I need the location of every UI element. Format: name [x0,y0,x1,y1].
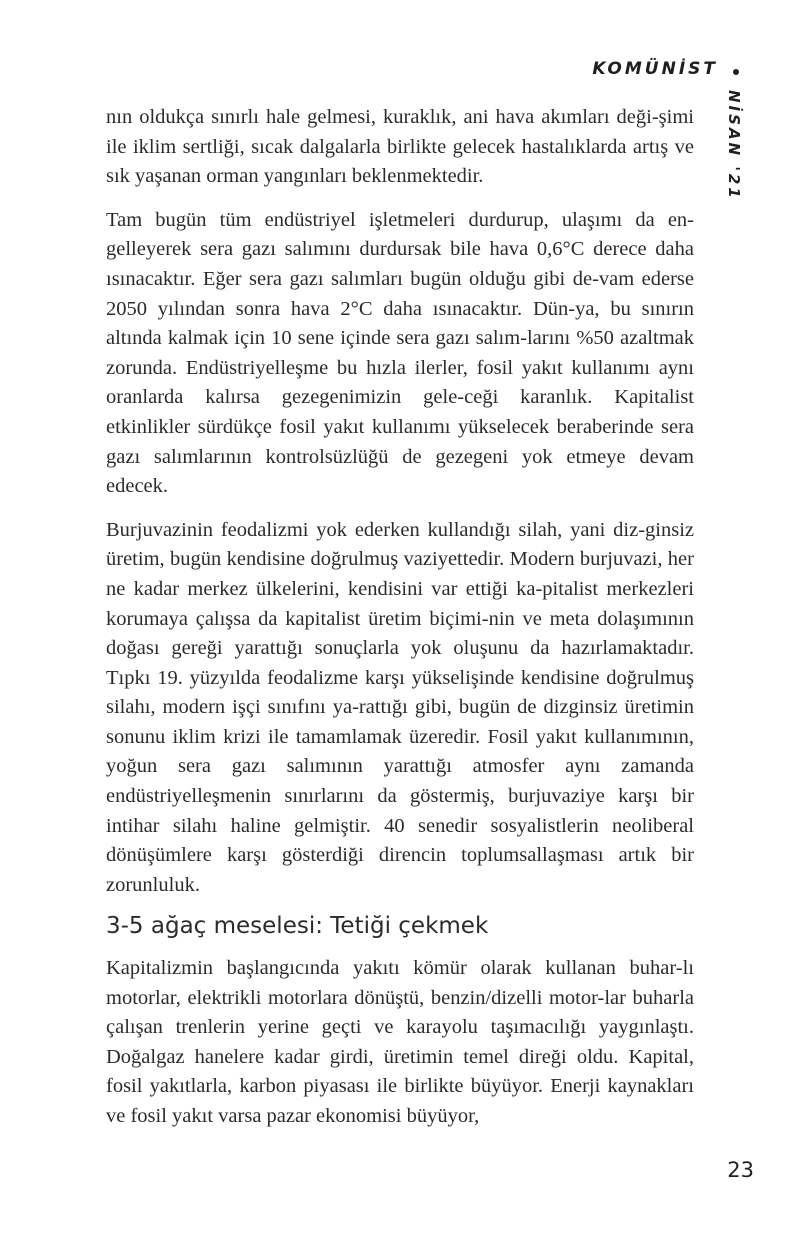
page-number: 23 [727,1158,754,1182]
issue-date-vertical [724,90,744,201]
paragraph: Burjuvazinin feodalizmi yok ederken kullandığı silah, yani diz-ginsiz üretim, bugün kendisine doğrulmuş vaziyettedir. Modern burjuvazi, her ne kadar merkez ülkelerini, kendisini var ettiği ka-pitalist merkezleri korumaya çalışsa da kapitalist üretim biçimi-nin ve meta dolaşımının doğası gereği yarattığı sonuçlarla yok oluşunu da hazırlamaktadır. Tıpkı 19. yüzyılda feodalizme karşı yükselişinde kendisine doğrulmuş silahı, modern işçi sınıfını ya-rattığı gibi, bugün de dizginsiz üretimin sonunu iklim krizi ile tamamlamak üzeredir. Fosil yakıt kullanımının, yoğun sera gazı salımının yarattığı atmosfer aynı zamanda endüstriyelleşmenin sınırlarını da göstermiş, burjuvaziye karşı bir intihar silahı haline gelmiştir. 40 senedir sosyalistlerin neoliberal dönüşümlere karşı gösterdiği direncin toplumsallaşması artık bir zorunluluk. [106,518,694,896]
issue-date-label: NİSAN '21 [725,90,743,201]
section-heading: 3-5 ağaç meselesi: Tetiği çekmek [106,913,489,939]
bullet-separator-icon [733,69,739,75]
publication-title: KOMÜNİST [592,59,718,79]
article-body [106,103,694,914]
paragraph: nın oldukça sınırlı hale gelmesi, kuraklık, ani hava akımları deği-şimi ile iklim sertliği, sıcak dalgalarla birlikte gelecek hastalıklarda artış ve sık yaşanan orman yangınları beklenmektedir. [106,106,694,188]
section-paragraph: Kapitalizmin başlangıcında yakıtı kömür olarak kullanan buhar-lı motorlar, elektrikli motorlara dönüştü, benzin/dizelli motor-lar buharla çalışan trenlerin yerine geçti ve karayolu taşımacılığı yaygınlaştı. Doğalgaz hanelere kadar girdi, üretimin temel direği oldu. Kapital, fosil yakıtlarla, karbon piyasası ile birlikte büyüyor. Enerji kaynakları ve fosil yakıt varsa pazar ekonomisi büyüyor, [106,957,694,1127]
paragraph: Tam bugün tüm endüstriyel işletmeleri durdurup, ulaşımı da en-gelleyerek sera gazı salımını durdursak bile hava 0,6°C derece daha ısınacaktır. Eğer sera gazı salımları bugün olduğu gibi de-vam ederse 2050 yılından sonra hava 2°C daha ısınacaktır. Dün-ya, bu sınırın altında kalmak için 10 sene içinde sera gazı salım-larını %50 azaltmak zorunda. Endüstriyelleşme bu hızla ilerler, fosil yakıt kullanımı aynı oranlarda kalırsa gezegenimizin gele-ceği karanlık. Kapitalist etkinlikler sürdükçe fosil yakıt kullanımı yükselecek beraberinde sera gazı salımlarının kontrolsüzlüğü de gezegeni yok etmeye devam edecek. [106,208,694,498]
